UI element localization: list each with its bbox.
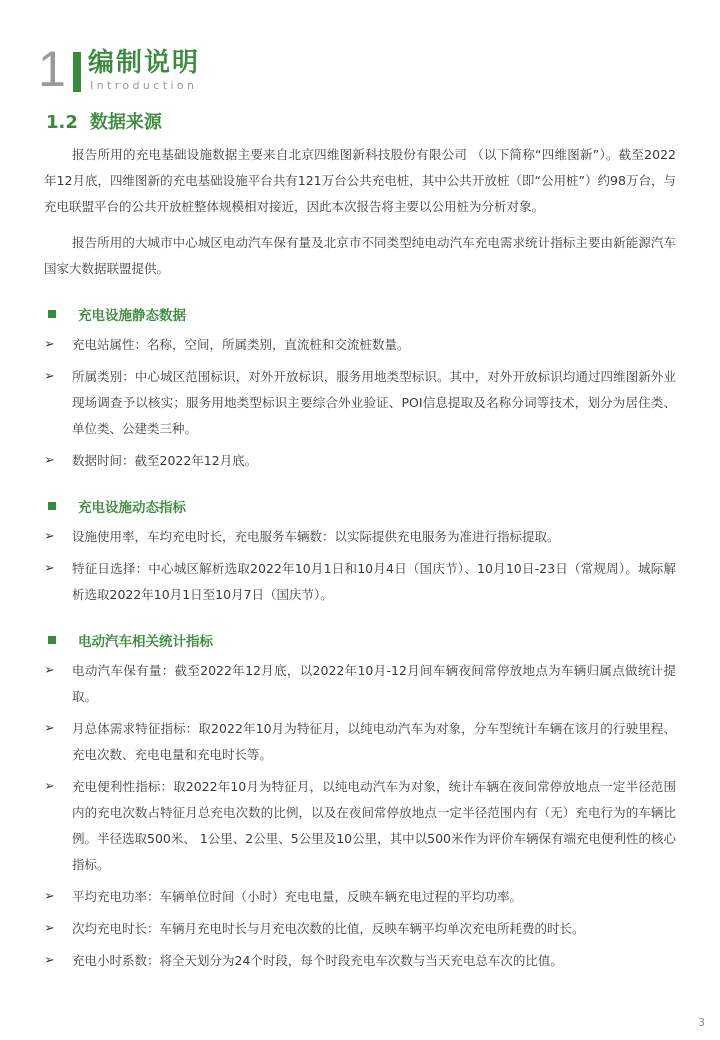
chapter-number: 1 [38,41,66,97]
square-bullet-icon [48,310,56,318]
list-item-text: 月总体需求特征指标：取2022年10月为特征月，以纯电动汽车为对象，分车型统计车辆在该月的行驶里程、充电次数、充电电量和充电时长等。 [72,721,676,762]
chapter-accent-bar [73,52,81,92]
arrow-bullet-icon: ➢ [44,953,55,968]
list-item-text: 特征日选择：中心城区解析选取2022年10月1日和10月4日（国庆节）、10月10日-23日（常规周）。城际解析选取2022年10月1日至10月7日（国庆节）。 [72,561,676,602]
arrow-bullet-icon: ➢ [44,453,55,468]
arrow-bullet-icon: ➢ [44,369,55,384]
list-item-text: 充电站属性：名称，空间，所属类别，直流桩和交流桩数量。 [72,337,410,352]
paragraph: 报告所用的充电基础设施数据主要来自北京四维图新科技股份有限公司 （以下简称“四维图新”）。截至2022年12月底，四维图新的充电基础设施平台共有121万台公共充电桩，其中公共开放桩（即“公用桩”）约98万台，与充电联盟平台的公共开放桩整体规模相对接近，因此本次报告将主要以公用桩为分析对象。 [44,147,676,214]
list-item-text: 充电便利性指标：取2022年10月为特征月，以纯电动汽车为对象，统计车辆在夜间常停放地点一定半径范围内的充电次数占特征月总充电次数的比例，以及在夜间常停放地点一定半径范围内有（无）充电行为的车辆比例。半径选取500米、 1公里、2公里、5公里及10公里，其中以500米作为评价车辆保有端充电便利性的核心指标。 [72,779,676,872]
subsection-title: 充电设施静态数据 [78,308,186,324]
arrow-bullet-icon: ➢ [44,889,55,904]
subsection-heading [44,626,676,654]
arrow-bullet-icon: ➢ [44,663,55,678]
section-heading [46,108,162,134]
arrow-bullet-icon: ➢ [44,529,55,544]
list-item-text: 平均充电功率：车辆单位时间（小时）充电电量，反映车辆充电过程的平均功率。 [72,889,523,904]
list-item-text: 次均充电时长：车辆月充电时长与月充电次数的比值，反映车辆平均单次充电所耗费的时长。 [72,921,585,936]
arrow-bullet-icon: ➢ [44,921,55,936]
subsection-heading [44,492,676,520]
list-item [44,556,676,608]
list-item [44,448,676,474]
list-item [44,774,676,878]
square-bullet-icon [48,502,56,510]
subsection-heading [44,300,676,328]
list-item [44,524,676,550]
arrow-bullet-icon: ➢ [44,561,55,576]
list-item [44,364,676,442]
list-item [44,948,676,974]
list-item-text: 电动汽车保有量：截至2022年12月底，以2022年10月-12月间车辆夜间常停放地点为车辆归属点做统计提取。 [72,663,676,704]
subsection-title: 电动汽车相关统计指标 [78,634,213,650]
list-item [44,916,676,942]
list-item-text: 所属类别：中心城区范围标识，对外开放标识，服务用地类型标识。其中，对外开放标识均通过四维图新外业现场调查予以核实；服务用地类型标识主要综合外业验证、POI信息提取及名称分词等技术，划分为居住类、单位类、公建类三种。 [72,369,676,436]
main-content [44,142,676,980]
list-item [44,332,676,358]
chapter-title: 编制说明 [88,48,201,78]
list-item [44,716,676,768]
list-item [44,884,676,910]
paragraph: 报告所用的大城市中心城区电动汽车保有量及北京市不同类型纯电动汽车充电需求统计指标主要由新能源汽车国家大数据联盟提供。 [44,235,676,276]
list-item-text: 设施使用率，车均充电时长，充电服务车辆数：以实际提供充电服务为准进行指标提取。 [72,529,560,544]
list-item-text: 充电小时系数：将全天划分为24个时段，每个时段充电车次数与当天充电总车次的比值。 [72,953,563,968]
square-bullet-icon [48,636,56,644]
list-item [44,658,676,710]
list-item-text: 数据时间：截至2022年12月底。 [72,453,258,468]
section-title: 数据来源 [89,112,162,133]
page-number: 3 [698,1016,705,1029]
arrow-bullet-icon: ➢ [44,337,55,352]
chapter-subtitle: Introduction [90,79,198,92]
subsection-title: 充电设施动态指标 [78,500,186,516]
section-number: 1.2 [46,112,78,133]
arrow-bullet-icon: ➢ [44,721,55,736]
arrow-bullet-icon: ➢ [44,779,55,794]
